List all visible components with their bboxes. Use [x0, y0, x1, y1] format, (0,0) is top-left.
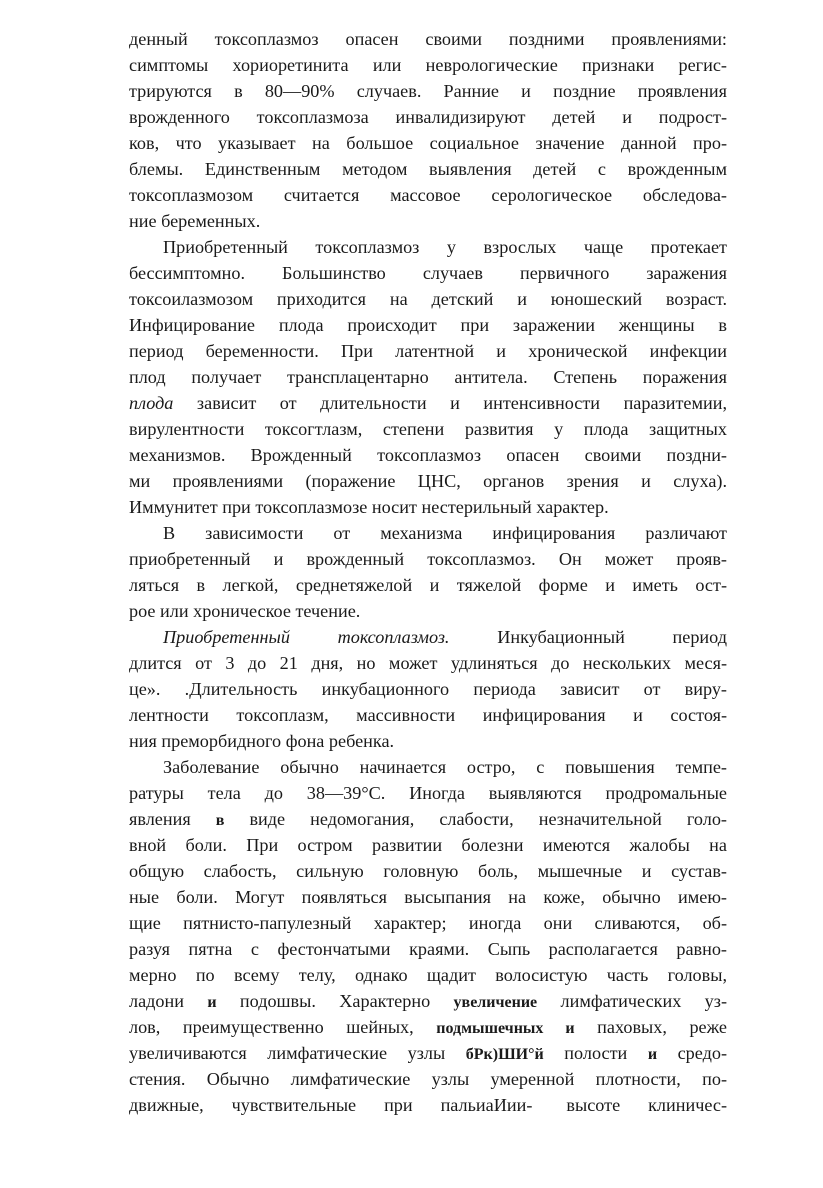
- paragraph: [129, 754, 727, 1118]
- text-line: ные боли. Могут появляться высыпания на коже, обычно имею-: [129, 887, 727, 907]
- text-line: симптомы хориоретинита или неврологические признаки регис-: [129, 55, 727, 75]
- text-line: бессимптомно. Большинство случаев первичного заражения: [129, 263, 727, 283]
- text-segment: ладони: [129, 991, 208, 1011]
- text-line: Инфицирование плода происходит при заражении женщины в: [129, 315, 727, 335]
- italic-text: Приобретенный токсоплазмоз.: [163, 627, 450, 647]
- paragraph: [129, 624, 727, 754]
- text-line: трируются в 80—90% случаев. Ранние и поздние проявления: [129, 81, 727, 101]
- bold-text: подмышечных и: [436, 1020, 575, 1037]
- text-line: ратуры тела до 38—39°С. Иногда выявляются продромальные: [129, 783, 727, 803]
- text-line: блемы. Единственным методом выявления детей с врожденным: [129, 159, 727, 179]
- text-line: общую слабость, сильную головную боль, мышечные и сустав-: [129, 861, 727, 881]
- bold-text: и: [207, 994, 217, 1011]
- text-segment: лов, преимущественно шейных,: [129, 1017, 437, 1037]
- text-line: Иммунитет при токсоплазмозе носит нестерильный характер.: [129, 497, 609, 517]
- text-line: [129, 390, 727, 416]
- text-segment: Инкубационный период: [449, 627, 727, 647]
- text-line: ния преморбидного фона ребенка.: [129, 731, 395, 751]
- text-line: рое или хроническое течение.: [129, 601, 361, 621]
- text-line: ляться в легкой, среднетяжелой и тяжелой форме и иметь ост-: [129, 575, 727, 595]
- text-segment: полости: [543, 1043, 648, 1063]
- paragraph: [129, 26, 727, 234]
- text-line: длится от 3 до 21 дня, но может удлиняться до нескольких меся-: [129, 653, 727, 673]
- text-line: период беременности. При латентной и хронической инфекции: [129, 341, 727, 361]
- text-segment: подошвы. Характерно: [216, 991, 454, 1011]
- text-line: плод получает трансплацентарно антитела. Степень поражения: [129, 367, 727, 387]
- text-segment: паховых, реже: [574, 1017, 728, 1037]
- bold-text: и: [647, 1046, 658, 1063]
- text-segment: увеличиваются лимфатические узлы: [129, 1043, 466, 1063]
- text-line: Заболевание обычно начинается остро, с повышения темпе-: [163, 757, 727, 777]
- text-line: [129, 1040, 727, 1066]
- text-line: ков, что указывает на большое социальное значение данной про-: [129, 133, 727, 153]
- text-segment: виде недомогания, слабости, незначительной голо-: [224, 809, 727, 829]
- text-line: [129, 988, 727, 1014]
- text-segment: явления: [129, 809, 216, 829]
- text-segment: средо-: [657, 1043, 728, 1063]
- text-line: [129, 1014, 727, 1040]
- text-line: лентности токсоплазм, массивности инфицирования и состоя-: [129, 705, 727, 725]
- bold-text: бРк)ШИ°й: [465, 1046, 544, 1063]
- text-line: разуя пятна с фестончатыми краями. Сыпь располагается равно-: [129, 939, 727, 959]
- text-line: токсоилазмозом приходится на детский и юношеский возраст.: [129, 289, 727, 309]
- text-line: ние беременных.: [129, 211, 261, 231]
- text-line: [129, 624, 727, 650]
- text-line: [129, 1092, 727, 1118]
- text-line: токсоплазмозом считается массовое серологическое обследова-: [129, 185, 727, 205]
- italic-text: плода: [129, 393, 174, 413]
- text-line: стения. Обычно лимфатические узлы умеренной плотности, по-: [129, 1069, 727, 1089]
- text-line: вирулентности токсогтлазм, степени развития у плода защитных: [129, 419, 727, 439]
- text-line: вной боли. При остром развитии болезни имеются жалобы на: [129, 835, 727, 855]
- text-segment: движные, чувствительные при пальиаИии-: [129, 1095, 533, 1115]
- text-segment: высоте клиничес-: [566, 1095, 727, 1115]
- text-line: [129, 806, 727, 832]
- text-segment: лимфатических уз-: [537, 991, 727, 1011]
- text-line: механизмов. Врожденный токсоплазмоз опасен своими поздни-: [129, 445, 727, 465]
- text-line: щие пятнисто-папулезный характер; иногда они сливаются, об-: [129, 913, 727, 933]
- bold-text: увеличение: [453, 994, 538, 1011]
- paragraph: [129, 234, 727, 520]
- paragraph: [129, 520, 727, 624]
- text-line: мерно по всему телу, однако щадит волосистую часть головы,: [129, 965, 727, 985]
- text-segment: зависит от длительности и интенсивности паразитемии,: [173, 393, 727, 413]
- bold-text: в: [215, 812, 225, 829]
- text-line: Приобретенный токсоплазмоз у взрослых чаще протекает: [163, 237, 727, 257]
- text-line: денный токсоплазмоз опасен своими поздними проявлениями:: [129, 29, 727, 49]
- document-page: [129, 26, 727, 1118]
- text-line: це». .Длительность инкубационного периода зависит от виру-: [129, 679, 727, 699]
- text-line: В зависимости от механизма инфицирования различают: [163, 523, 727, 543]
- text-line: ми проявлениями (поражение ЦНС, органов зрения и слуха).: [129, 471, 727, 491]
- text-line: врожденного токсоплазмоза инвалидизируют детей и подрост-: [129, 107, 727, 127]
- text-line: приобретенный и врожденный токсоплазмоз. Он может прояв-: [129, 549, 727, 569]
